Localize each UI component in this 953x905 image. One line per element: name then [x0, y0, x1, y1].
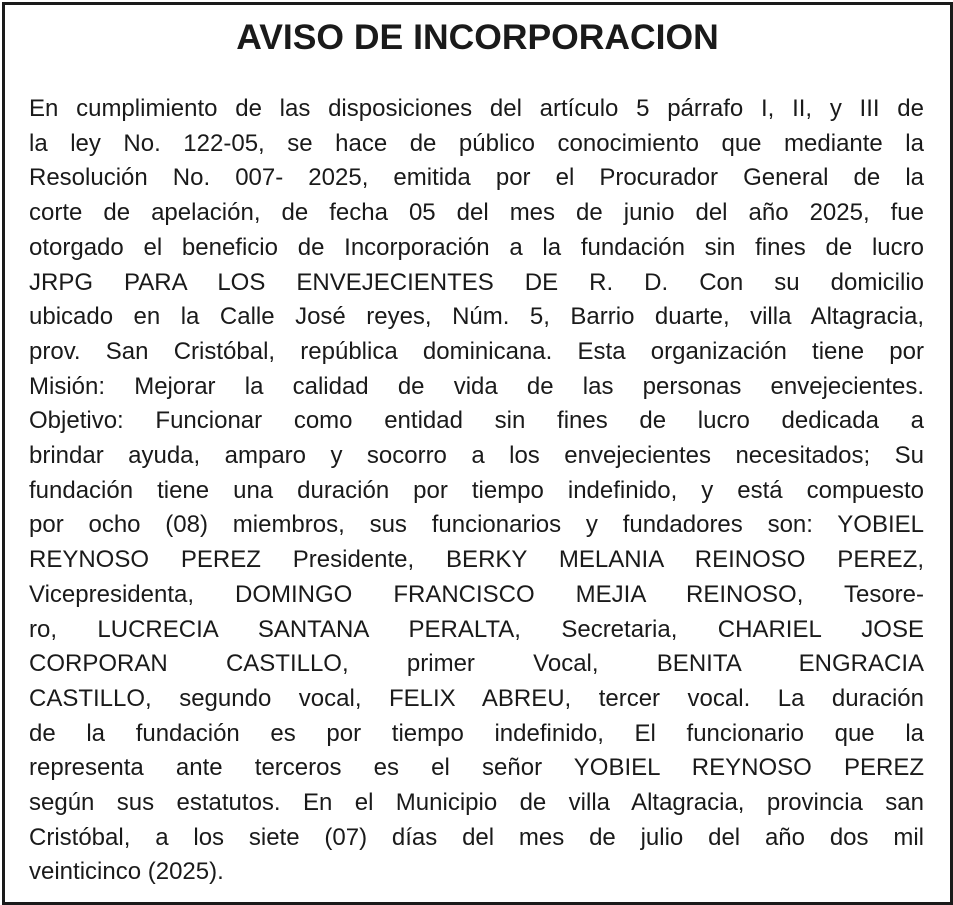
notice-line: fundación tiene una duración por tiempo indefinido, y está compuesto [29, 476, 924, 504]
notice-line: la ley No. 122-05, se hace de público conocimiento que mediante la [29, 129, 924, 157]
notice-line: Misión: Mejorar la calidad de vida de las personas envejecientes. [29, 372, 924, 400]
notice-line: Resolución No. 007- 2025, emitida por el Procurador General de la [29, 164, 924, 192]
notice-title: AVISO DE INCORPORACION [236, 17, 719, 57]
notice-line: Vicepresidenta, DOMINGO FRANCISCO MEJIA REINOSO, Tesore- [29, 580, 924, 608]
notice-line: prov. San Cristóbal, república dominicana. Esta organización tiene por [29, 337, 924, 365]
notice-line: JRPG PARA LOS ENVEJECIENTES DE R. D. Con su domicilio [29, 268, 924, 296]
notice-line: ro, LUCRECIA SANTANA PERALTA, Secretaria, CHARIEL JOSE [29, 615, 924, 643]
notice-line: En cumplimiento de las disposiciones del artículo 5 párrafo I, II, y III de [29, 95, 924, 122]
notice-body [29, 92, 924, 890]
notice-line: Objetivo: Funcionar como entidad sin fines de lucro dedicada a [29, 407, 924, 435]
notice-line: según sus estatutos. En el Municipio de villa Altagracia, provincia san [29, 789, 924, 817]
notice-line: corte de apelación, de fecha 05 del mes de junio del año 2025, fue [29, 199, 924, 227]
notice-line: de la fundación es por tiempo indefinido, El funcionario que la [29, 719, 924, 747]
notice-line: Cristóbal, a los siete (07) días del mes de julio del año dos mil [29, 823, 924, 851]
notice-frame [2, 2, 953, 905]
notice-line: veinticinco (2025). [29, 858, 224, 886]
notice-line: por ocho (08) miembros, sus funcionarios y fundadores son: YOBIEL [29, 511, 924, 539]
notice-line: CORPORAN CASTILLO, primer Vocal, BENITA ENGRACIA [29, 650, 924, 678]
notice-line: brindar ayuda, amparo y socorro a los envejecientes necesitados; Su [29, 442, 924, 470]
notice-line: representa ante terceros es el señor YOBIEL REYNOSO PEREZ [29, 754, 924, 782]
notice-line: CASTILLO, segundo vocal, FELIX ABREU, tercer vocal. La duración [29, 684, 924, 712]
notice-line: otorgado el beneficio de Incorporación a la fundación sin fines de lucro [29, 233, 924, 261]
notice-line: REYNOSO PEREZ Presidente, BERKY MELANIA REINOSO PEREZ, [29, 546, 924, 574]
notice-line: ubicado en la Calle José reyes, Núm. 5, Barrio duarte, villa Altagracia, [29, 303, 924, 331]
